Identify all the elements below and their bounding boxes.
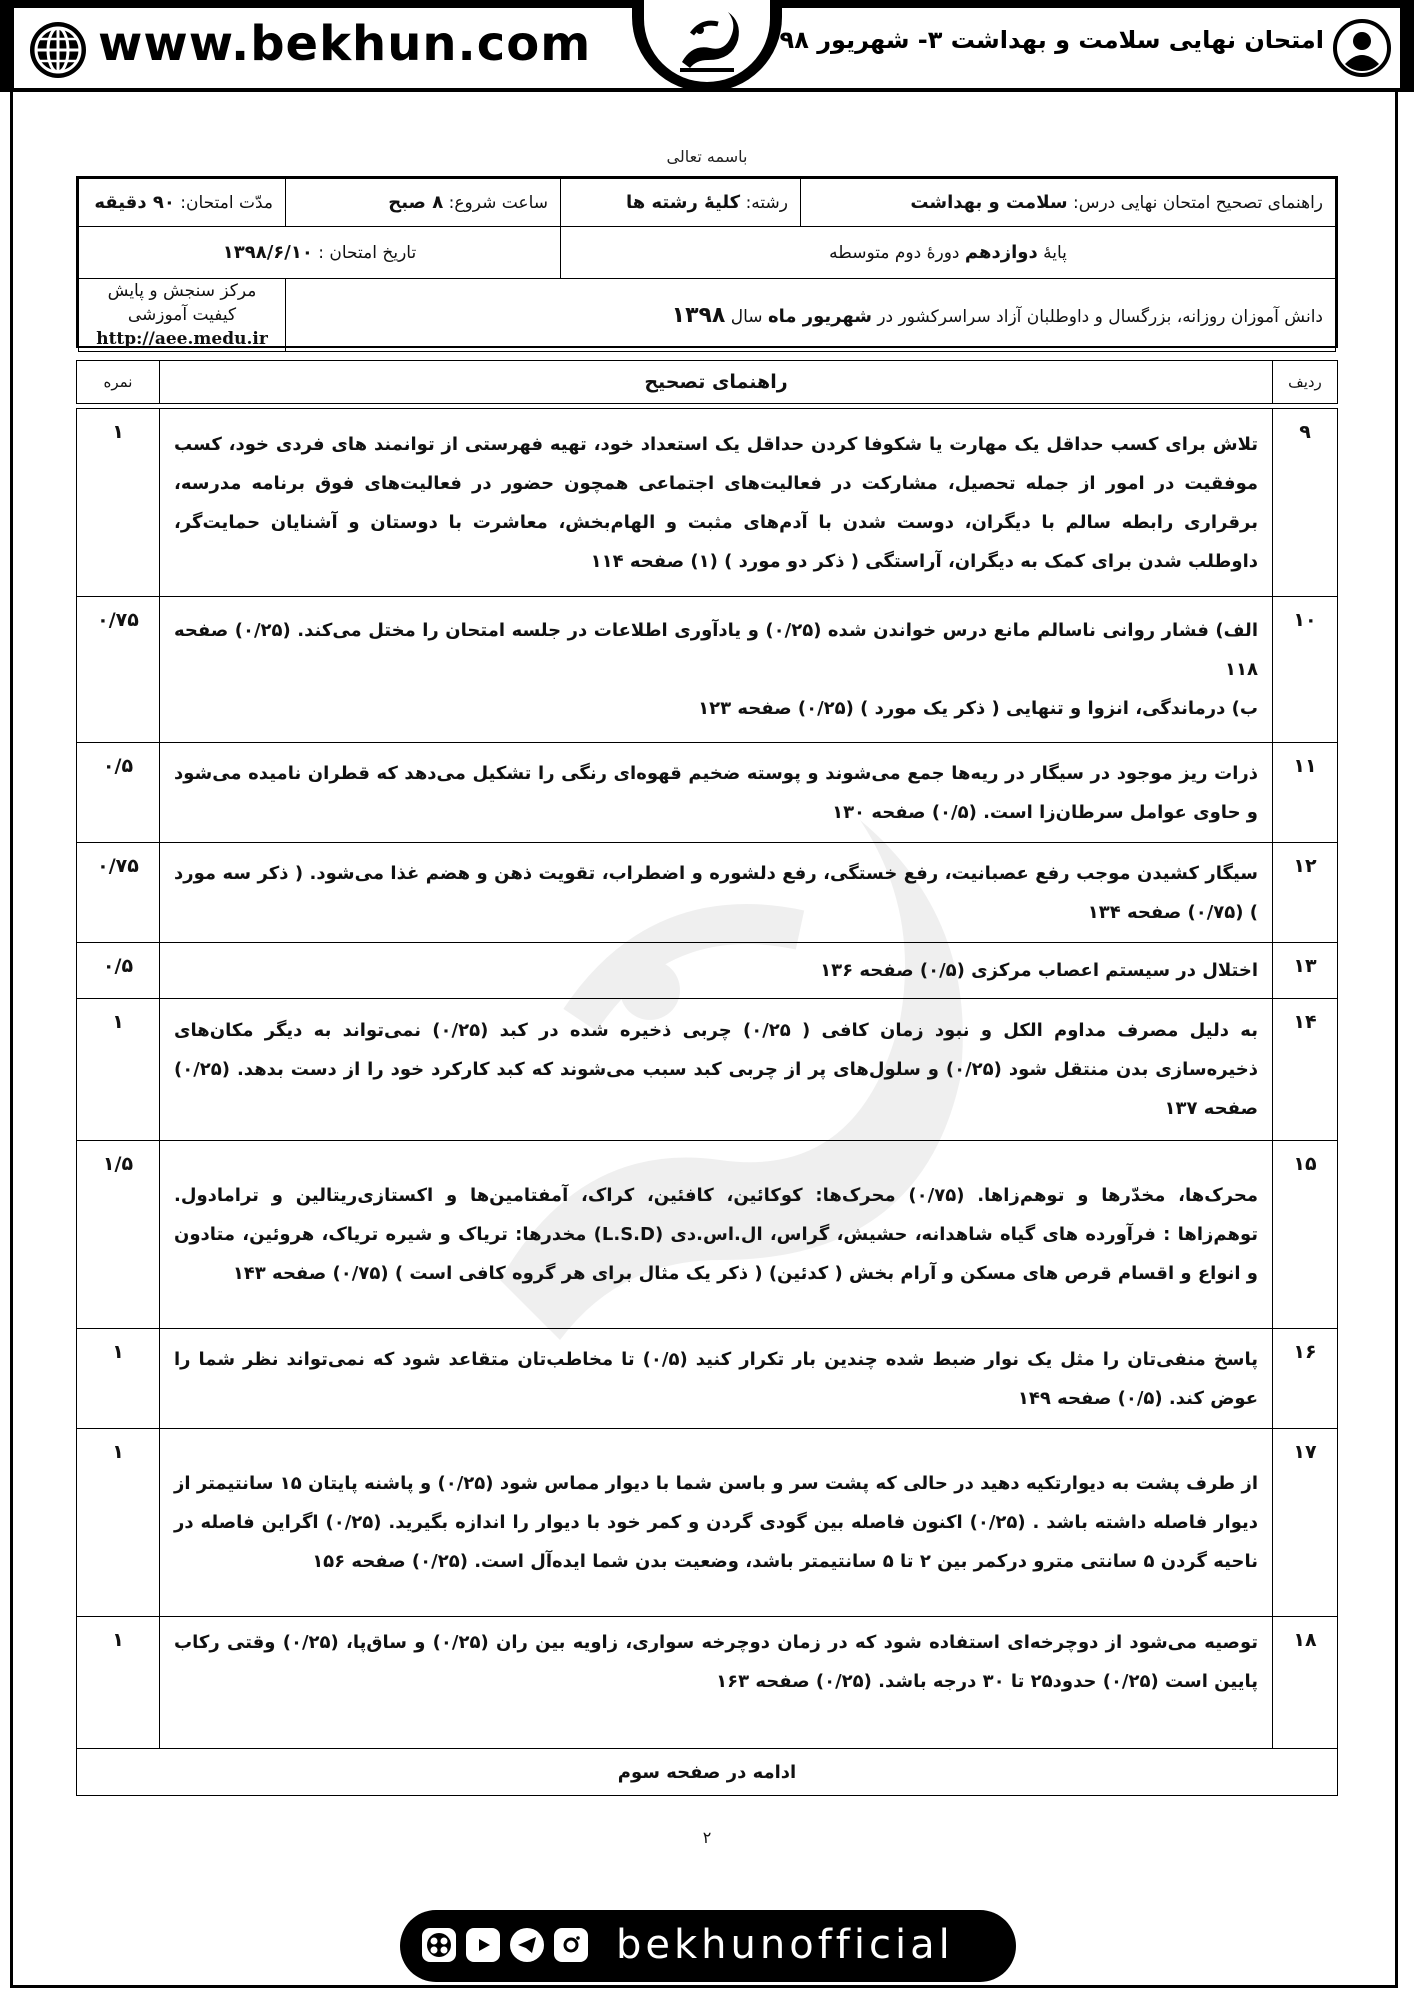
- center-cell: [79, 279, 286, 352]
- grade-prefix: پایهٔ: [1043, 243, 1067, 263]
- col-guide-header: راهنمای تصحیح: [160, 361, 1273, 404]
- year-label: سال: [730, 306, 763, 327]
- site-url[interactable]: www.bekhun.com: [98, 16, 592, 72]
- row-number: ۱۴: [1273, 999, 1338, 1141]
- aparat-icon[interactable]: [422, 1928, 456, 1962]
- row-answer: از طرف پشت به دیوارتکیه دهید در حالی که پشت سر و باسن شما با دیوار مماس شود (۰/۲۵) و پاشنه پایتان ۱۵ سانتیمتر از دیوار فاصله داشته باشد . (۰/۲۵) اکنون فاصله بین گودی گردن و کمر خود با دیوار را اندازه بگیرید. (۰/۲۵) اگراین فاصله در ناحیه گردن ۵ سانتی مترو درکمر بین ۲ تا ۵ سانتیمتر باشد، وضعیت بدن شما ایده‌آل است. (۰/۲۵) صفحه ۱۵۶: [160, 1429, 1273, 1617]
- center-name: مرکز سنجش و پایش کیفیت آموزشی: [107, 281, 257, 325]
- user-icon[interactable]: [1332, 18, 1392, 78]
- continuation-note: ادامه در صفحه سوم: [77, 1749, 1338, 1796]
- exam-title: امتحان نهایی سلامت و بهداشت ۳- شهریور ۹۸: [779, 26, 1324, 54]
- continuation-row: [77, 1749, 1338, 1796]
- col-score-header: نمره: [77, 361, 160, 404]
- date-label: تاریخ امتحان :: [318, 243, 417, 263]
- info-row-students: [79, 279, 1336, 352]
- table-row: [77, 1141, 1338, 1329]
- answers-header: [76, 360, 1338, 404]
- date-cell: [79, 227, 561, 279]
- answers-table: [76, 408, 1338, 1796]
- social-handle[interactable]: bekhunofficial: [616, 1922, 954, 1968]
- field-cell: [561, 179, 801, 227]
- table-row: [77, 1617, 1338, 1749]
- duration-label: مدّت امتحان:: [180, 193, 273, 213]
- row-score: ۰/۷۵: [77, 843, 160, 943]
- start-label: ساعت شروع:: [448, 193, 548, 213]
- field-value: کلیهٔ رشته ها: [625, 192, 741, 213]
- guide-prefix: راهنمای تصحیح امتحان نهایی درس:: [1072, 193, 1323, 213]
- info-row-course: [79, 179, 1336, 227]
- row-number: ۱۲: [1273, 843, 1338, 943]
- grade-cell: [561, 227, 1336, 279]
- row-score: ۱: [77, 1329, 160, 1429]
- exam-year: ۱۳۹۸: [671, 302, 726, 328]
- row-answer: پاسخ منفی‌تان را مثل یک نوار ضبط شده چندین بار تکرار کنید (۰/۵) تا مخاطب‌تان متقاعد شود که نمی‌تواند نظر شما را عوض کند. (۰/۵) صفحه ۱۴۹: [160, 1329, 1273, 1429]
- course-name: سلامت و بهداشت: [910, 192, 1068, 213]
- row-score: ۰/۵: [77, 743, 160, 843]
- row-score: ۱: [77, 1617, 160, 1749]
- row-score: ۱/۵: [77, 1141, 160, 1329]
- grade-value: دوازدهم: [964, 242, 1038, 263]
- telegram-icon[interactable]: [510, 1928, 544, 1962]
- students-text: دانش آموزان روزانه، بزرگسال و داوطلبان آزاد سراسرکشور در: [877, 306, 1323, 327]
- globe-icon: [28, 20, 88, 80]
- row-answer-part-a: الف) فشار روانی ناسالم مانع درس خواندن شده (۰/۲۵) و یادآوری اطلاعات در جلسه امتحان را مختل می‌کند. (۰/۲۵) صفحه ۱۱۸: [174, 620, 1258, 680]
- table-row: [77, 743, 1338, 843]
- date-value: ۱۳۹۸/۶/۱۰: [222, 242, 313, 263]
- row-score: ۱: [77, 409, 160, 597]
- row-answer: توصیه می‌شود از دوچرخه‌ای استفاده شود که در زمان دوچرخه سواری، زاویه بین ران (۰/۲۵) و ساق‌پا، (۰/۲۵) وقتی رکاب پایین است (۰/۲۵) حدود۲۵ تا ۳۰ درجه باشد. (۰/۲۵) صفحه ۱۶۳: [160, 1617, 1273, 1749]
- exam-month: شهریور ماه: [767, 305, 872, 327]
- students-cell: [286, 279, 1336, 352]
- row-answer-part-b: ب) درماندگی، انزوا و تنهایی ( ذکر یک مورد ) (۰/۲۵) صفحه ۱۲۳: [698, 698, 1258, 719]
- row-answer: محرک‌ها، مخدّرها و توهم‌زاها. (۰/۷۵) محرک‌ها: کوکائین، کافئین، کراک، آمفتامین‌ها و اکستازی‌ریتالین و ترامادول. توهم‌زاها : فرآورده های گیاه شاهدانه، حشیش، گراس، ال.اس.دی (L.S.D) مخدرها: تریاک و شیره تریاک، هروئین، متادون و انواع و اقسام قرص های مسکن و آرام بخش ( کدئین) ( ذکر یک مثال برای هر گروه کافی است ) (۰/۷۵) صفحه ۱۴۳: [160, 1141, 1273, 1329]
- row-answer: اختلال در سیستم اعصاب مرکزی (۰/۵) صفحه ۱۳۶: [160, 943, 1273, 999]
- table-row: [77, 943, 1338, 999]
- logo-mark-icon: [662, 4, 752, 78]
- table-row: [77, 999, 1338, 1141]
- bismillah: باسمه تعالی: [666, 147, 748, 166]
- col-row-header: ردیف: [1273, 361, 1338, 404]
- center-url[interactable]: http://aee.medu.ir: [96, 329, 268, 349]
- info-table: [78, 178, 1336, 352]
- logo-badge: [644, 0, 770, 82]
- youtube-icon[interactable]: [466, 1928, 500, 1962]
- row-score: ۰/۵: [77, 943, 160, 999]
- row-answer: [160, 597, 1273, 743]
- instagram-icon[interactable]: [554, 1928, 588, 1962]
- row-answer: ذرات ریز موجود در سیگار در ریه‌ها جمع می‌شوند و پوسته ضخیم قهوه‌ای رنگی را تشکیل می‌دهد که قطران نامیده می‌شود و حاوی عوامل سرطان‌زا است. (۰/۵) صفحه ۱۳۰: [160, 743, 1273, 843]
- field-label: رشته:: [745, 193, 788, 213]
- row-answer: به دلیل مصرف مداوم الکل و نبود زمان کافی ( ۰/۲۵) چربی ذخیره شده در کبد (۰/۲۵) نمی‌تواند به دیگر مکان‌های ذخیره‌سازی بدن منتقل شود (۰/۲۵) و سلول‌های پر از چربی کبد سبب می‌شوند که کبد کارکرد خود را از دست بدهد. (۰/۲۵) صفحه ۱۳۷: [160, 999, 1273, 1141]
- table-row: [77, 409, 1338, 597]
- row-number: ۱۳: [1273, 943, 1338, 999]
- row-score: ۰/۷۵: [77, 597, 160, 743]
- table-row: [77, 1429, 1338, 1617]
- row-score: ۱: [77, 999, 160, 1141]
- row-number: ۱۱: [1273, 743, 1338, 843]
- table-row: [77, 1329, 1338, 1429]
- row-number: ۹: [1273, 409, 1338, 597]
- start-cell: [286, 179, 561, 227]
- page-number: ۲: [702, 1828, 712, 1847]
- row-number: ۱۰: [1273, 597, 1338, 743]
- social-footer: [400, 1910, 1016, 1982]
- table-row: [77, 843, 1338, 943]
- grade-suffix: دورهٔ دوم متوسطه: [829, 243, 960, 263]
- row-answer: تلاش برای کسب حداقل یک مهارت یا شکوفا کردن حداقل یک استعداد خود، تهیه فهرستی از توانمند های فردی خود، کسب موفقیت در امور از جمله تحصیل، مشارکت در فعالیت‌های اجتماعی همچون حضور در فعالیت‌های فوق برنامه مدرسه، برقراری رابطه سالم با دیگران، دوست شدن با آدم‌های مثبت و الهام‌بخش، معاشرت با دوستان و آشنایان حمایت‌گر، داوطلب شدن برای کمک به دیگران، آراستگی ( ذکر دو مورد ) (۱) صفحه ۱۱۴: [160, 409, 1273, 597]
- start-value: ۸ صبح: [388, 192, 444, 213]
- row-number: ۱۶: [1273, 1329, 1338, 1429]
- row-number: ۱۸: [1273, 1617, 1338, 1749]
- info-row-grade: [79, 227, 1336, 279]
- duration-value: ۹۰ دقیقه: [94, 192, 175, 213]
- table-row: [77, 597, 1338, 743]
- header-row: [77, 361, 1338, 404]
- row-answer: سیگار کشیدن موجب رفع عصبانیت، رفع خستگی، رفع دلشوره و اضطراب، تقویت ذهن و هضم غذا می‌شود. ( ذکر سه مورد ) (۰/۷۵) صفحه ۱۳۴: [160, 843, 1273, 943]
- row-number: ۱۷: [1273, 1429, 1338, 1617]
- course-cell: [801, 179, 1336, 227]
- row-number: ۱۵: [1273, 1141, 1338, 1329]
- duration-cell: [79, 179, 286, 227]
- row-score: ۱: [77, 1429, 160, 1617]
